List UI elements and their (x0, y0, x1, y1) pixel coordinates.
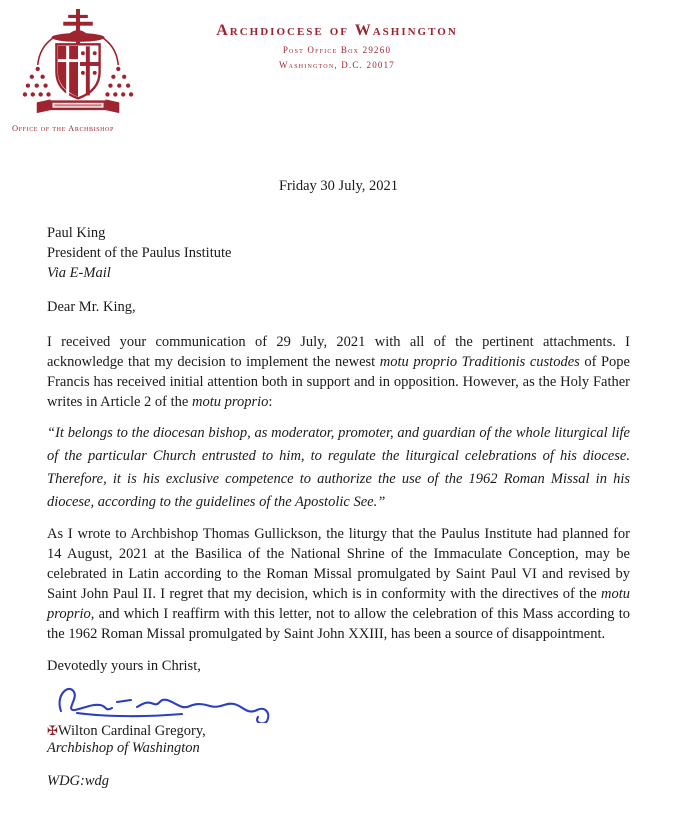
quote-paragraph: “It belongs to the diocesan bishop, as moderator, promoter, and guardian of the whole liturgical life of the particular Church entrusted to him, to regulate the liturgical celebrations of his diocese. Therefore, it is his exclusive competence to authorize the use of the 1962 Roman Missal in his diocese, according to the guidelines of the Apostolic See.” (47, 425, 630, 510)
salutation: Dear Mr. King, (47, 299, 136, 315)
letterhead (0, 22, 674, 70)
reference-initials: WDG:wdg (47, 773, 110, 789)
office-of-archbishop-label: Office of the Archbishop (12, 123, 114, 133)
signer-name: Wilton Cardinal Gregory, (57, 723, 206, 739)
po-box-line: Post Office Box 29260 (282, 45, 392, 55)
signature-ink-icon (47, 677, 297, 723)
delivery-method: Via E-Mail (47, 265, 111, 281)
city-line: Washington, D.C. 20017 (278, 60, 396, 70)
signer-title: Archbishop of Washington (47, 740, 200, 756)
paragraph-1: I received your communication of 29 July, 2021 with all of the pertinent attachments. I acknowledge that my decision to implement the newest motu proprio Traditionis custodes of Pope Francis has received initial attention both in support and in opposition. However, as the Holy Father writes in Article 2 of the motu proprio: (47, 334, 630, 410)
closing-line: Devotedly yours in Christ, (47, 658, 201, 674)
handwritten-signature (47, 677, 630, 723)
date-line: Friday 30 July, 2021 (278, 178, 399, 194)
recipient-name: Paul King (47, 225, 106, 241)
org-name: Archdiocese of Washington (216, 22, 458, 39)
signer-name-line (47, 723, 630, 740)
recipient-block (47, 223, 630, 283)
episcopal-cross-icon: ✠ (47, 723, 58, 738)
paragraph-3: As I wrote to Archbishop Thomas Gullickson, the liturgy that the Paulus Institute had planned for 14 August, 2021 at the Basilica of the National Shrine of the Immaculate Conception, may be celebrated in Latin according to the Roman Missal promulgated by Saint Paul VI and revised by Saint John Paul II. I regret that my decision, which is in conformity with the directives of the motu proprio, and which I reaffirm with this letter, not to allow the celebration of this Mass according to the 1962 Roman Missal promulgated by Saint John XXIII, has been a source of disappointment. (47, 526, 630, 642)
recipient-title: President of the Paulus Institute (47, 245, 232, 261)
